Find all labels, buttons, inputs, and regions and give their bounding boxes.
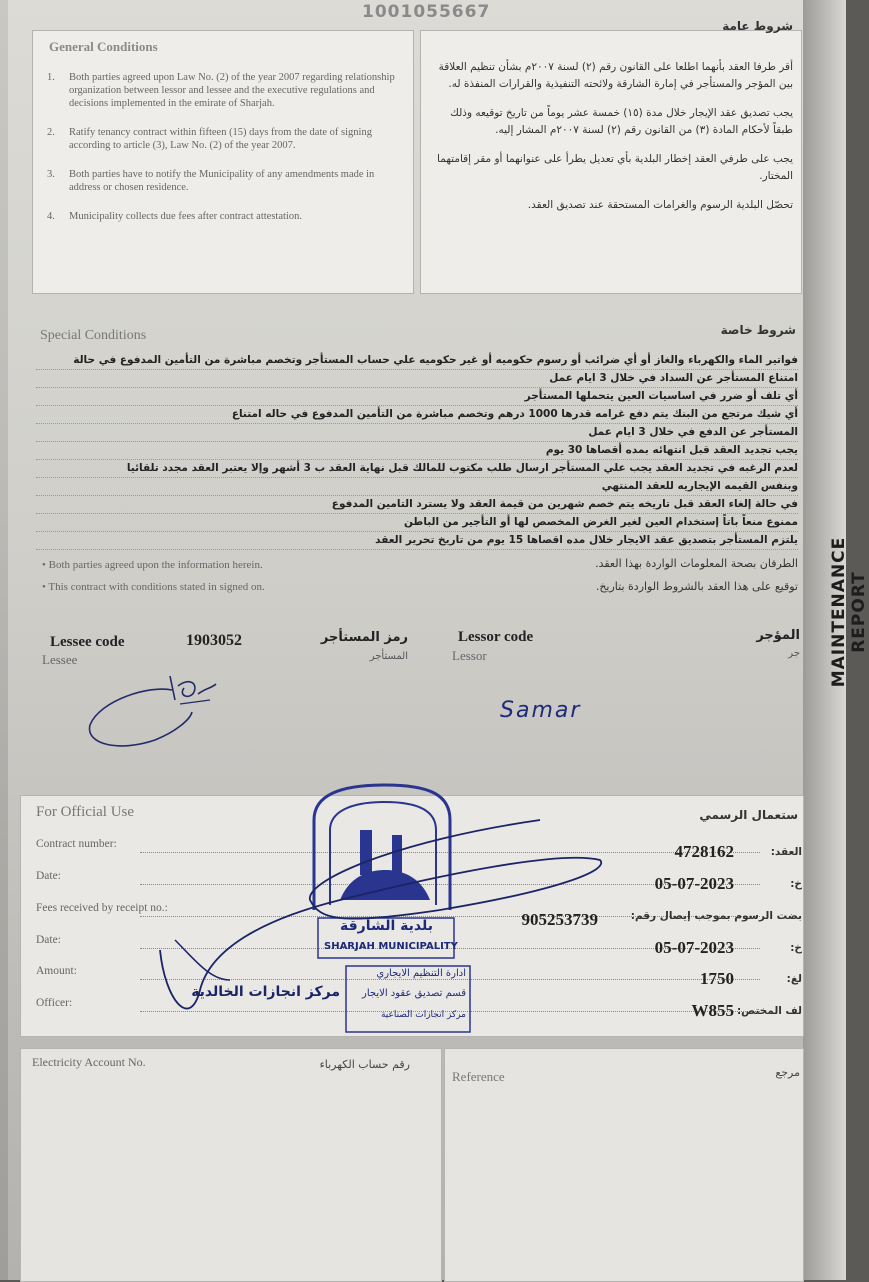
- official-field-value: 05-07-2023: [654, 938, 734, 957]
- official-field-label-ar: خ:: [790, 942, 802, 954]
- official-use-title: For Official Use: [36, 804, 135, 820]
- stamp-name-en: SHARJAH MUNICIPALITY: [324, 941, 458, 952]
- general-condition-item: [47, 168, 402, 194]
- lessor-signature: Samar: [500, 698, 582, 723]
- official-field-value: 905253739: [521, 910, 598, 929]
- lessee-code-value: 1903052: [186, 632, 242, 649]
- special-condition-line: وبنفس القيمه الإيجاريه للعقد المنتهي: [36, 478, 798, 496]
- special-condition-line: أي تلف أو ضرر في اساسيات العين يتحملها المستأجر: [36, 388, 798, 406]
- general-condition-item-ar: تحصّل البلدية الرسوم والغرامات المستحقة عند تصديق العقد.: [527, 199, 793, 211]
- lessee-label-ar: المستأجر: [369, 651, 408, 662]
- special-condition-line: يلتزم المستأجر بتصديق عقد الايجار خلال مده اقصاها 15 يوم من تاريخ تحرير العقد: [36, 532, 798, 550]
- agreement-en-1: • Both parties agreed upon the information herein.: [42, 559, 263, 571]
- general-conditions-ar-box: [420, 19, 802, 294]
- general-condition-item-ar: أقر طرفا العقد بأنهما اطلعا على القانون رقم (٢) لسنة ٢٠٠٧م بشأن تنظيم العلاقة بين المؤجر والمستأجر في إمارة الشارقة ولائحته التنفيذية والقرارات المنفذة له.: [438, 61, 793, 90]
- special-condition-line: ممنوع منعاً باتاً إستخدام العين لغير الغرض المخصص لها أو التأجير من الباطن: [36, 514, 798, 532]
- general-condition-item-ar: يجب على طرفي العقد إخطار البلدية بأي تعديل يطرأ على عنوانهما أو مقر إقامتهما المختار.: [437, 153, 793, 182]
- general-condition-item: [47, 126, 402, 152]
- general-condition-item: [47, 210, 402, 223]
- general-condition-item: [47, 71, 402, 110]
- special-condition-line: المستأجر عن الدفع في خلال 3 ايام عمل: [36, 424, 798, 442]
- general-condition-number: 2.: [47, 127, 55, 138]
- agreement-en-2: • This contract with conditions stated in signed on.: [42, 581, 265, 593]
- lessee-label: Lessee: [42, 652, 78, 667]
- general-condition-number: 1.: [47, 72, 55, 83]
- official-field-label: Fees received by receipt no.:: [36, 902, 168, 914]
- stamp-line-3: مركز انجازات الصناعية: [380, 1010, 466, 1020]
- reference-label-ar: مرجع: [775, 1066, 800, 1079]
- reference-label: Reference: [452, 1069, 505, 1084]
- special-condition-line: في حالة إلغاء العقد قبل تاريخه يتم خصم شهرين من قيمة العقد ولا يسترد التامين المدفوع: [36, 496, 798, 514]
- special-condition-line: يجب تجديد العقد قبل انتهائه بمده أقصاها 30 يوم: [36, 442, 798, 460]
- official-field-label-ar: العقد:: [770, 846, 802, 858]
- general-conditions-title-ar: شروط عامة: [722, 19, 793, 33]
- lessor-label: Lessor: [452, 648, 487, 663]
- general-condition-text: Both parties have to notify the Municipality of any amendments made in address or chosen residence.: [69, 169, 375, 193]
- lessee-code-label: Lessee code: [50, 634, 125, 650]
- official-field-value: 1750: [700, 969, 734, 988]
- general-condition-item-ar: يجب تصديق عقد الإيجار خلال مدة (١٥) خمسة عشر يوماً من تاريخ توقيعه وذلك طبقاً لأحكام المادة (٣) من القانون رقم (٢) لسنة ٢٠٠٧م المشار إليه.: [450, 107, 793, 136]
- general-condition-number: 3.: [47, 169, 55, 180]
- official-field-label-ar: بضت الرسوم بموجب إيصال رقم:: [630, 910, 802, 922]
- stamp-line-1: ادارة التنظيم الايجاري: [376, 968, 466, 979]
- general-conditions-list-ar: [433, 59, 793, 226]
- special-condition-line: أي شيك مرتجع من البنك يتم دفع غرامه قدرها 1000 درهم وتخصم مباشرة من التأمين المدفوع في حاله امتناع: [36, 406, 798, 424]
- official-field-label: Date:: [36, 870, 61, 882]
- special-condition-line: امتناع المستأجر عن السداد في خلال 3 ايام عمل: [36, 370, 798, 388]
- special-condition-line: لعدم الرغبه في تجديد العقد يجب علي المستأجر ارسال طلب مكتوب للمالك قبل نهاية العقد ب 3 أشهر وإلا يعتبر العقد مجدد تلقائيا: [36, 460, 798, 478]
- official-field-label: Contract number:: [36, 838, 117, 850]
- official-field-label-ar: لف المختص:: [736, 1005, 802, 1017]
- official-field-value: W855: [691, 1001, 734, 1020]
- electricity-label: Electricity Account No.: [32, 1055, 146, 1069]
- general-conditions-list: [47, 71, 402, 239]
- general-condition-number: 4.: [47, 211, 55, 222]
- lessor-label-ar-2: جر: [788, 648, 800, 659]
- official-field-value: 05-07-2023: [654, 874, 734, 893]
- official-field-label: Amount:: [36, 965, 77, 977]
- stamp-name-ar: بلدية الشارقة: [340, 918, 433, 934]
- general-conditions-title: General Conditions: [49, 39, 158, 54]
- general-condition-text: Ratify tenancy contract within fifteen (15) days from the date of signing according to article (3), Law No. (2) of the year 2007.: [69, 127, 372, 151]
- official-use-title-ar: ستعمال الرسمي: [699, 808, 798, 822]
- official-field-label-ar: خ:: [790, 878, 802, 890]
- lessee-signature-icon: [80, 670, 280, 760]
- lessee-code-label-ar: رمز المستأجر: [320, 630, 408, 645]
- agreement-ar-2: توقيع على هذا العقد بالشروط الواردة بتاريخ.: [595, 580, 798, 593]
- lessor-code-label: Lessor code: [458, 629, 534, 645]
- special-conditions-lines: [36, 352, 798, 544]
- special-conditions-title-ar: شروط خاصة: [720, 323, 796, 337]
- lessor-label-ar: المؤجر: [756, 628, 800, 643]
- special-condition-line: فواتير الماء والكهرباء والغاز أو أي ضرائب أو رسوم حكوميه أو غير حكوميه علي حساب المستأجر وتخصم مباشرة من التأمين المدفوع في حالة: [36, 352, 798, 370]
- electricity-label-ar: رقم حساب الكهرباء: [319, 1058, 410, 1071]
- document-number: 1001055667: [362, 2, 491, 22]
- electricity-box: [20, 1048, 442, 1282]
- general-condition-text: Both parties agreed upon Law No. (2) of the year 2007 regarding relationship organization between lessor and lessee and the executive regulations and decisions implemented in the emirate of Sharjah.: [69, 72, 395, 109]
- center-stamp-text: مركز انجازات الخالدية: [191, 984, 340, 1000]
- stamp-line-2: قسم تصديق عقود الايجار: [362, 988, 466, 999]
- official-field-label-ar: لغ:: [786, 973, 802, 985]
- special-conditions-title: Special Conditions: [40, 328, 147, 343]
- general-condition-text: Municipality collects due fees after contract attestation.: [69, 211, 302, 222]
- official-field-label: Date:: [36, 934, 61, 946]
- maintenance-report-label: MAINTENANCE REPORT: [829, 536, 869, 688]
- official-field-value: 4728162: [674, 842, 734, 861]
- general-conditions-en-box: [32, 30, 414, 294]
- agreement-ar-1: الطرفان بصحة المعلومات الواردة بهذا العقد.: [595, 557, 798, 570]
- official-field-label: Officer:: [36, 997, 73, 1009]
